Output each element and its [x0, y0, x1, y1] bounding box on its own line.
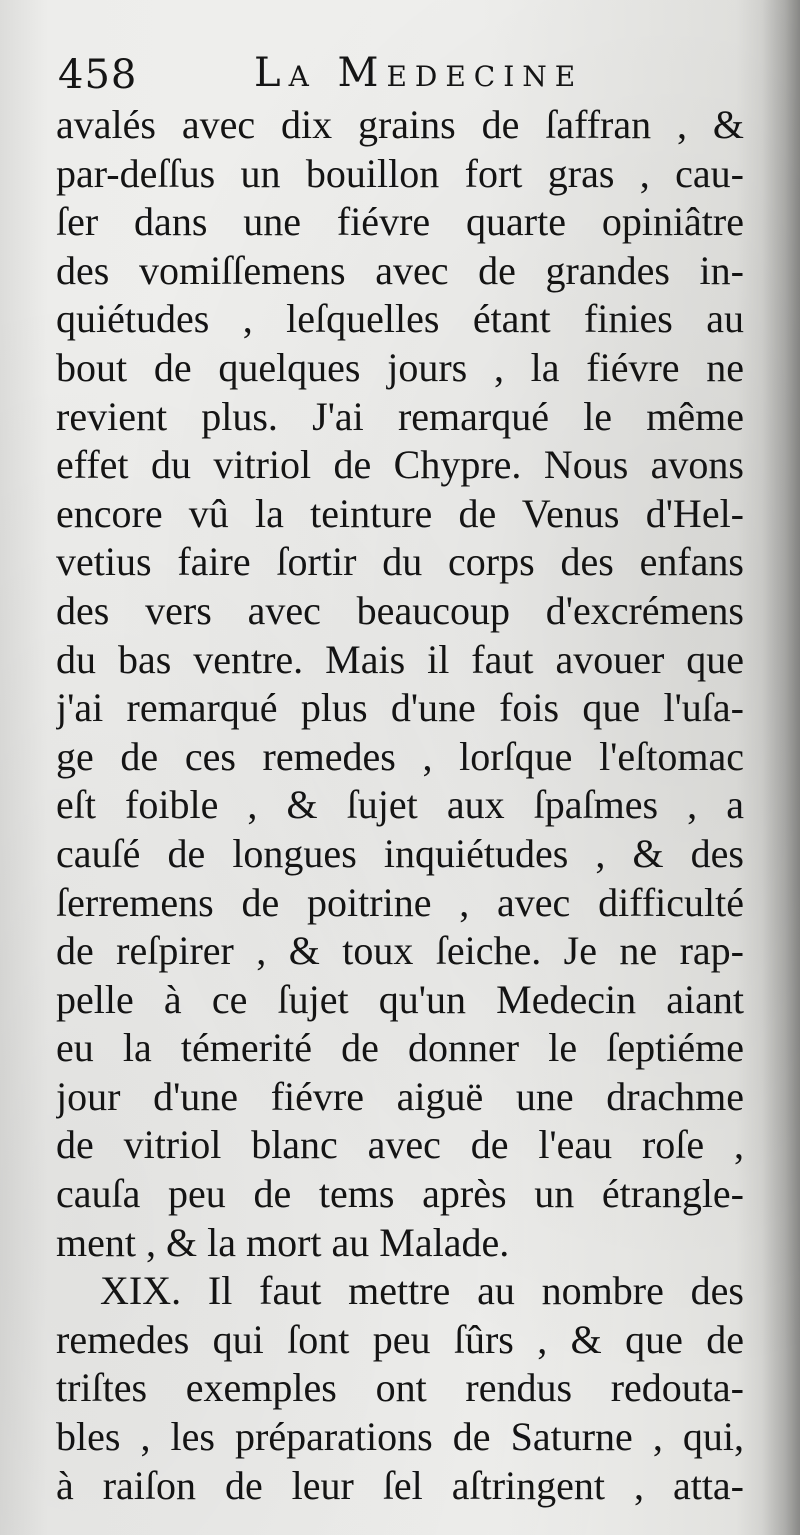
text-line: effet du vitriol de Chypre. Nous avons — [56, 442, 744, 488]
text-line: encore vû la teinture de Venus d'Hel- — [56, 490, 744, 536]
text-line: bout de quelques jours , la fiévre ne — [56, 344, 744, 390]
text-line: des vers avec beaucoup d'excrémens — [56, 587, 744, 633]
text-line: de vitriol blanc avec de l'eau roſe , — [56, 1122, 744, 1168]
text-line: ſerremens de poitrine , avec difficulté — [56, 879, 744, 925]
text-line: vetius faire ſortir du corps des enfans — [56, 539, 744, 585]
text-line: du bas ventre. Mais il faut avouer que — [56, 636, 744, 682]
section-start-line: XIX. Il faut mettre au nombre des — [100, 1268, 744, 1314]
text-line: jour d'une fiévre aiguë une drachme — [56, 1073, 744, 1119]
text-line: remedes qui ſont peu ſûrs , & que de — [56, 1316, 744, 1362]
text-line: eſt foible , & ſujet aux ſpaſmes , a — [56, 782, 744, 828]
text-line: cauſa peu de tems après un étrangle- — [56, 1171, 744, 1217]
text-line: de reſpirer , & toux ſeiche. Je ne rap- — [56, 928, 744, 974]
text-line: ge de ces remedes , lorſque l'eſtomac — [56, 733, 744, 779]
page-header — [58, 50, 748, 104]
text-line: cauſé de longues inquiétudes , & des — [56, 830, 744, 876]
text-line: par-deſſus un bouillon fort gras , cau- — [56, 150, 744, 196]
body-text — [56, 101, 744, 1510]
text-line: j'ai remarqué plus d'une fois que l'uſa- — [56, 685, 744, 731]
text-line: revient plus. J'ai remarqué le même — [56, 393, 744, 439]
text-line: eu la témerité de donner le ſeptiéme — [56, 1025, 744, 1071]
text-line: avalés avec dix grains de ſaffran , & — [56, 102, 744, 147]
binding-shadow — [762, 0, 800, 1535]
running-title: La Medecine — [254, 50, 584, 96]
text-line: bles , les préparations de Saturne , qui, — [56, 1414, 744, 1460]
page-number: 458 — [58, 52, 138, 98]
text-line: à raiſon de leur ſel aſtringent , atta- — [56, 1462, 744, 1508]
text-line: pelle à ce ſujet qu'un Medecin aiant — [56, 976, 744, 1022]
text-line: ſer dans une fiévre quarte opiniâtre — [56, 199, 744, 245]
text-line: triſtes exemples ont rendus redouta- — [56, 1365, 744, 1411]
paragraph-end-line: ment , & la mort au Malade. — [56, 1219, 510, 1265]
text-line: quiétudes , leſquelles étant finies au — [56, 296, 744, 342]
text-line: des vomiſſemens avec de grandes in- — [56, 247, 744, 293]
